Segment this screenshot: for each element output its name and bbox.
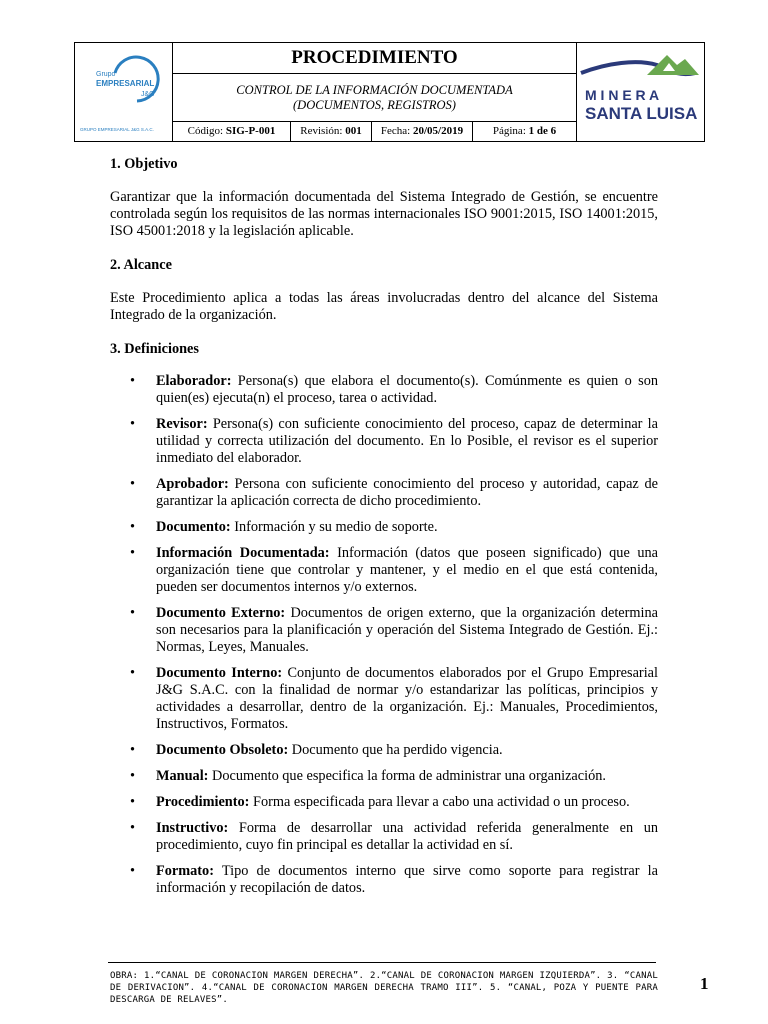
definition-term: Aprobador: — [156, 476, 229, 492]
definition-text: Persona(s) con suficiente conocimiento del proceso, capaz de determinar la utilidad y correcta utilización del documento. En lo Posible, el revisor es el superior inmediato del elaborador. — [156, 416, 658, 466]
bullet-icon: • — [130, 545, 136, 561]
codigo-cell — [173, 122, 291, 141]
definition-term: Información Documentada: — [156, 545, 330, 561]
definition-text: Conjunto de documentos elaborados por el Grupo Empresarial J&G S.A.C. con la finalidad de normar y/o estandarizar las políticas, principios y actividades a desarrollar, dentro de la organización. Ej.: Manuales, Procedimientos, Instructivos, Formatos. — [156, 665, 658, 732]
bullet-icon: • — [130, 863, 136, 879]
document-body — [110, 156, 658, 906]
definitions-list — [110, 373, 658, 897]
logo-jg-text: J&G — [141, 91, 155, 98]
document-header — [74, 42, 705, 142]
bullet-icon: • — [130, 768, 136, 784]
document-meta-row — [173, 122, 576, 141]
procedure-title: PROCEDIMIENTO — [173, 43, 576, 74]
minera-santa-luisa-logo — [576, 43, 704, 141]
definition-item — [110, 476, 658, 510]
definition-item — [110, 863, 658, 897]
logo-empresarial-text: EMPRESARIAL — [96, 79, 155, 88]
procedure-subtitle — [173, 74, 576, 122]
bullet-icon: • — [130, 794, 136, 810]
logo-caption-text: GRUPO EMPRESARIAL J&G S.A.C. — [80, 127, 154, 132]
bullet-icon: • — [130, 820, 136, 836]
section-objetivo-heading: 1. Objetivo — [110, 156, 178, 172]
definition-text: Información y su medio de soporte. — [230, 519, 438, 535]
footer-obra-text: OBRA: 1.“CANAL DE CORONACION MARGEN DERECHA”. 2.“CANAL DE CORONACION MARGEN IZQUIERDA”. 3. “CANAL DE DERIVACION”. 4.“CANAL DE CORONACION MARGEN DERECHA TRAMO III”. 5. “CANAL, POZA Y PUENTE PARA DESCARGA DE RELAVES”. — [110, 971, 658, 1005]
revision-label: Revisión: — [300, 125, 343, 137]
fecha-value: 20/05/2019 — [412, 125, 464, 137]
bullet-icon: • — [130, 416, 136, 432]
page-number: 1 — [700, 974, 709, 993]
definition-term: Procedimiento: — [156, 794, 250, 810]
revision-value: 001 — [345, 125, 362, 137]
definition-term: Documento Obsoleto: — [156, 742, 289, 758]
definition-text: Documentos de origen externo, que la organización determina son necesarios para la planificación y operación del Sistema Integrado de Gestión. Ej.: Normas, Leyes, Manuales. — [156, 605, 658, 655]
codigo-label: Código: — [187, 125, 224, 137]
bullet-icon: • — [130, 605, 136, 621]
section-objetivo-text: Garantizar que la información documentada del Sistema Integrado de Gestión, se encuentre controlada según los requisitos de las normas internacionales ISO 9001:2015, ISO 14001:2015, ISO 45001:2018 y la legislación aplicable. — [110, 189, 658, 239]
section-alcance-text: Este Procedimiento aplica a todas las áreas involucradas dentro del alcance del Sistema Integrado de la organización. — [110, 290, 658, 323]
definition-item — [110, 742, 658, 759]
footer-divider — [108, 962, 656, 963]
definition-term: Revisor: — [156, 416, 208, 432]
definition-text: Persona(s) que elabora el documento(s). Comúnmente es quien o son quien(es) ejecuta(n) el proceso, tarea o actividad. — [156, 373, 658, 406]
section-alcance-heading: 2. Alcance — [110, 257, 172, 273]
bullet-icon: • — [130, 742, 136, 758]
bullet-icon: • — [130, 665, 136, 681]
definition-text: Forma de desarrollar una actividad referida generalmente en un procedimiento, cuyo fin principal es detallar la actividad en sí. — [156, 820, 658, 853]
definition-text: Información (datos que poseen significado) que una organización tiene que controlar y mantener, y el medio en el que está contenida, pueden ser documentos internos y/o externos. — [156, 545, 658, 595]
revision-cell — [291, 122, 372, 141]
section-definiciones-heading: 3. Definiciones — [110, 341, 199, 357]
definition-item — [110, 820, 658, 854]
logo-minera-text: M I N E R A — [585, 87, 660, 103]
grupo-jg-logo-icon — [75, 43, 171, 141]
definition-item — [110, 768, 658, 785]
definition-item — [110, 794, 658, 811]
grupo-jg-logo — [75, 43, 173, 141]
bullet-icon: • — [130, 373, 136, 389]
definition-item — [110, 416, 658, 467]
definition-term: Formato: — [156, 863, 214, 879]
definition-term: Manual: — [156, 768, 209, 784]
fecha-cell — [372, 122, 473, 141]
definition-item — [110, 373, 658, 407]
definition-text: Forma especificada para llevar a cabo una actividad o un proceso. — [249, 794, 630, 810]
definition-item — [110, 545, 658, 596]
procedure-subtitle-line1: CONTROL DE LA INFORMACIÓN DOCUMENTADA — [236, 83, 513, 97]
pagina-value: 1 de 6 — [528, 125, 557, 137]
pagina-label: Página: — [492, 125, 526, 137]
definition-term: Elaborador: — [156, 373, 232, 389]
definition-text: Persona con suficiente conocimiento del proceso y autoridad, capaz de garantizar la aplicación correcta de dicho procedimiento. — [156, 476, 658, 509]
fecha-label: Fecha: — [380, 125, 411, 137]
definition-item — [110, 605, 658, 656]
definition-term: Instructivo: — [156, 820, 229, 836]
logo-santa-luisa-text: SANTA LUISA — [585, 104, 698, 123]
minera-santa-luisa-logo-icon — [577, 43, 703, 141]
codigo-value: SIG-P-001 — [225, 125, 276, 137]
definition-text: Tipo de documentos interno que sirve como soporte para registrar la información y recopilación de datos. — [156, 863, 658, 896]
definition-item — [110, 519, 658, 536]
definition-text: Documento que ha perdido vigencia. — [288, 742, 503, 758]
procedure-subtitle-line2: (DOCUMENTOS, REGISTROS) — [293, 98, 456, 112]
definition-term: Documento Externo: — [156, 605, 286, 621]
bullet-icon: • — [130, 519, 136, 535]
definition-text: Documento que especifica la forma de administrar una organización. — [208, 768, 606, 784]
logo-grupo-text: Grupo — [96, 71, 116, 78]
bullet-icon: • — [130, 476, 136, 492]
pagina-cell — [473, 122, 576, 141]
definition-item — [110, 665, 658, 733]
definition-term: Documento: — [156, 519, 231, 535]
definition-term: Documento Interno: — [156, 665, 283, 681]
